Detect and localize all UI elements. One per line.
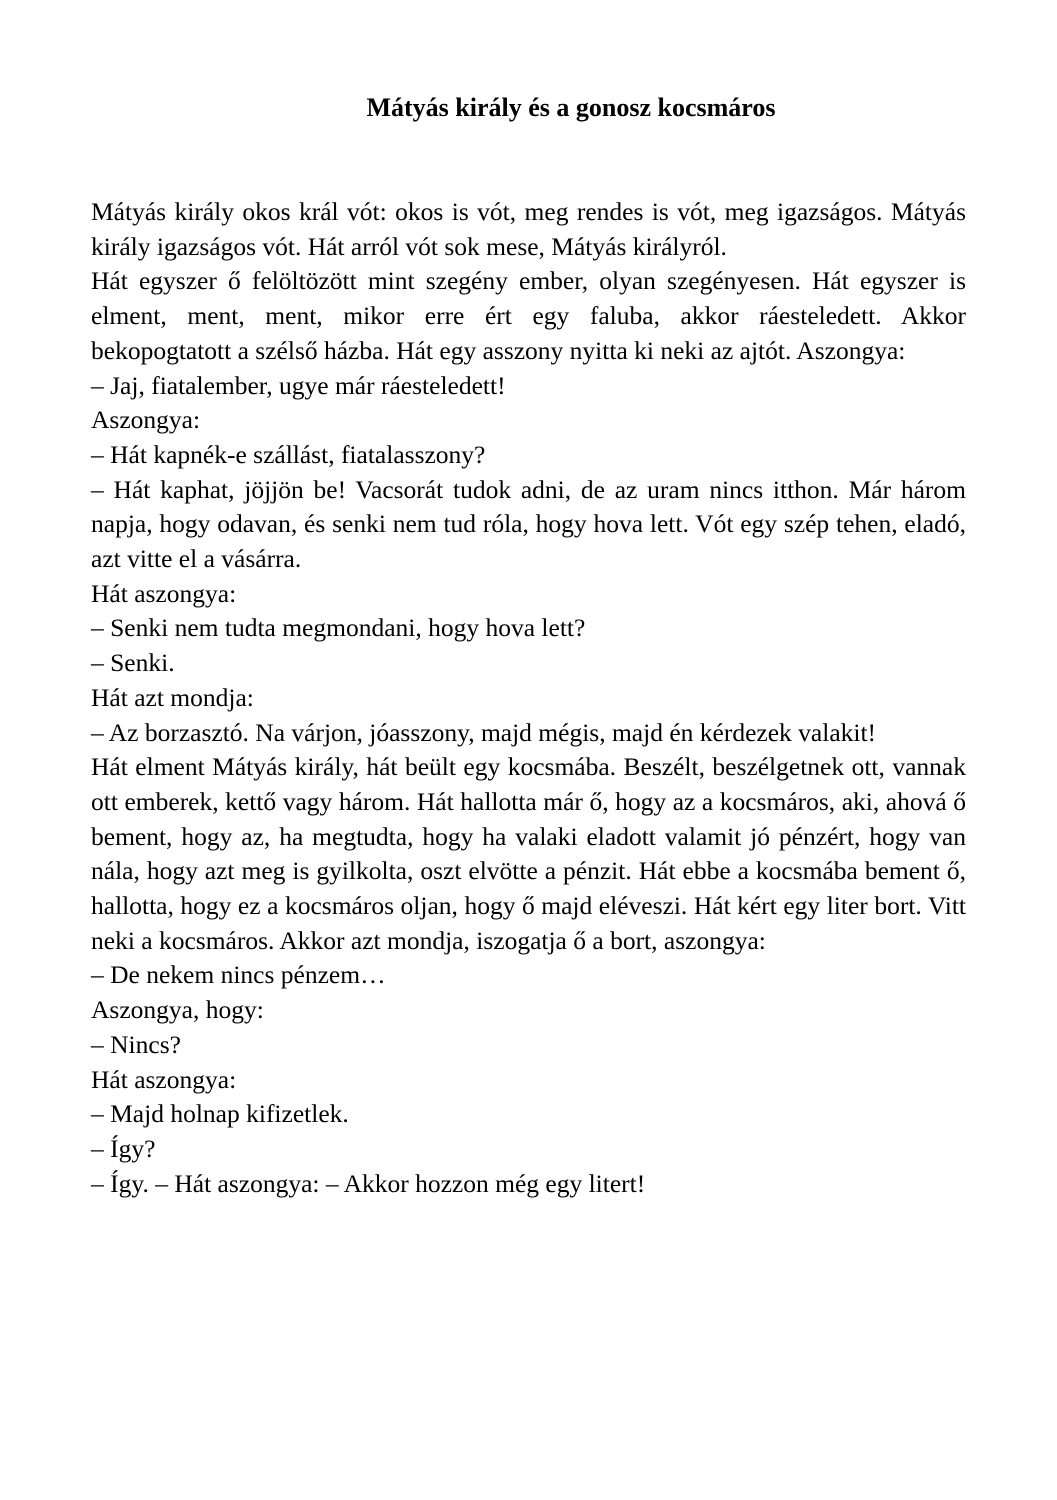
dialogue-line: Hát aszongya: <box>91 578 237 608</box>
dialogue-line: – Az borzasztó. Na várjon, jóasszony, majd mégis, majd én kérdezek valakit! <box>91 717 877 747</box>
dialogue-line: – Hát kaphat, jöjjön be! Vacsorát tudok adni, de az uram nincs itthon. Már három napja, hogy odavan, és senki nem tud róla, hogy hova lett. Vót egy szép tehen, eladó, azt vitte el a vásárra. <box>91 474 966 574</box>
dialogue-line: – De nekem nincs pénzem… <box>91 960 386 990</box>
dialogue-line: – Így. – Hát aszongya: – Akkor hozzon még egy litert! <box>91 1168 646 1198</box>
dialogue-line: – Nincs? <box>91 1029 181 1059</box>
dialogue-line: – Majd holnap kifizetlek. <box>91 1099 349 1129</box>
dialogue-line: Hát aszongya: <box>91 1064 237 1094</box>
dialogue-line: Aszongya, hogy: <box>91 995 264 1025</box>
dialogue-line: – Jaj, fiatalember, ugye már ráesteledett! <box>91 370 506 400</box>
paragraph: Hát egyszer ő felöltözött mint szegény ember, olyan szegényesen. Hát egyszer is elment, ment, ment, mikor erre ért egy faluba, akkor ráesteledett. Akkor bekopogtatott a szélső házba. Hát egy asszony nyitta ki neki az ajtót. Aszongya: <box>91 266 966 365</box>
dialogue-line: Hát azt mondja: <box>91 682 254 712</box>
dialogue-line: Aszongya: <box>91 405 201 435</box>
dialogue-line: – Így? <box>91 1133 156 1163</box>
story-body <box>91 195 966 1201</box>
paragraph: Mátyás király okos král vót: okos is vót, meg rendes is vót, meg igazságos. Mátyás király igazságos vót. Hát arról vót sok mese, Mátyás királyról. <box>91 197 966 261</box>
dialogue-line: – Senki. <box>91 648 175 678</box>
dialogue-line: – Hát kapnék-e szállást, fiatalasszony? <box>91 439 486 469</box>
paragraph: Hát elment Mátyás király, hát beült egy kocsmába. Beszélt, beszélgetnek ott, vannak ott emberek, kettő vagy három. Hát hallotta már ő, hogy az a kocsmáros, aki, ahová ő bement, hogy az, ha megtudta, hogy ha valaki eladott valamit jó pénzért, hogy van nála, hogy azt meg is gyilkolta, oszt elvötte a pénzit. Hát ebbe a kocsmába bement ő, hallotta, hogy ez a kocsmáros oljan, hogy ő majd eléveszi. Hát kért egy liter bort. Vitt neki a kocsmáros. Akkor azt mondja, iszogatja ő a bort, aszongya: <box>91 752 966 955</box>
dialogue-line: – Senki nem tudta megmondani, hogy hova lett? <box>91 613 586 643</box>
page-title: Mátyás király és a gonosz kocsmáros <box>366 93 776 122</box>
